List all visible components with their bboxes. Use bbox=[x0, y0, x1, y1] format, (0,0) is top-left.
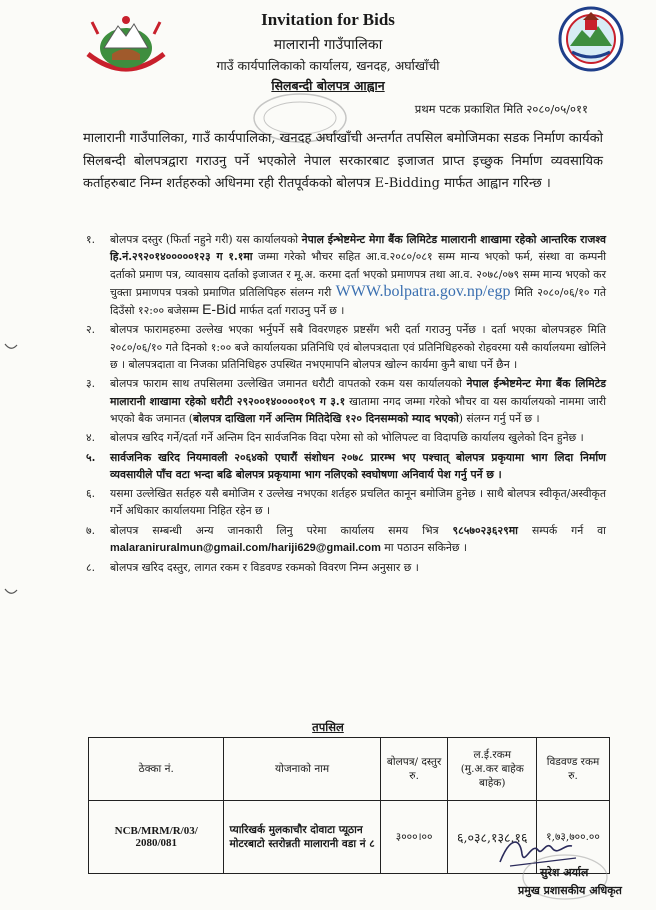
table-header-row bbox=[89, 738, 610, 801]
municipality-name: मालारानी गाउँपालिका bbox=[273, 37, 383, 53]
list-item: ७. बोलपत्र सम्बन्धी अन्य जानकारी लिनु परेमा कार्यालय समय भित्र ९८५७०२३६२९मा सम्पर्क गर्न वा malaraniruralmun@gmail.com/hariji629@gmail.com मा पठाउन सकिनेछ । bbox=[86, 523, 606, 555]
col-bid-fee: बोलपत्र/ दस्तुर रु. bbox=[380, 738, 448, 801]
list-item: ५. सार्वजनिक खरिद नियमावली २०६४को एघारौं संशोधन २०७८ प्रारम्भ भए पश्चात् बोलपत्र प्रकृयामा भाग लिदा निर्माण व्यवसायीले पाँच वटा भन्दा बढि बोलपत्र प्रकृयामा भाग नलिएको स्वघोषणा अनिवार्य पेश गर्नु पर्ने छ । bbox=[86, 450, 606, 481]
scan-edge-mark bbox=[4, 588, 18, 596]
conditions-list bbox=[86, 231, 606, 579]
publish-date: प्रथम पटक प्रकाशित मिति २०८०/०५/०११ bbox=[414, 102, 588, 116]
col-bid-bond: विडवण्ड रकम रु. bbox=[537, 738, 610, 801]
intro-paragraph: मालारानी गाउँपालिका, गाउँ कार्यपालिका, खनदह अर्घाखाँची अन्तर्गत तपसिल बमोजिमका सडक निर्माण कार्यको सिलबन्दी बोलपत्रद्वारा गराउनु पर्ने भएकोले नेपाल सरकारबाट इजाजत प्राप्त इच्छुक निर्माण व्यवसायिक कर्ताहरुबाट निम्न शर्तहरुको अधिनमा रही रीतपूर्वकको बोलपत्र E-Bidding मार्फत आह्वान गरिन्छ । bbox=[83, 131, 603, 191]
list-item: ३. बोलपत्र फाराम साथ तपसिलमा उल्लेखित जमानत धरौटी वापतको रकम यस कार्यालयको नेपाल ईन्भेष्टमेन्ट मेगा बैंक लिमिटेड मालारानी शाखामा रहेको धरौटी २९२००१४००००१०९ ग ३.१ खातामा नगद जम्मा गरेको भौचर वा यस कार्यालयको नाममा जारी भएको बैक जमानत (बोलपत्र दाखिला गर्ने अन्तिम मितिदेखि १२० दिनसम्मको म्याद भएको) संलग्न गर्नु पर्ने छ । bbox=[86, 377, 607, 425]
project-name-cell: प्यारिखर्क मुलकाचौर दोवाटा प्यूठान मोटरबाटो स्तरोन्नती मालारानी वडा नं ८ bbox=[224, 801, 380, 874]
notice-heading: सिलबन्दी बोलपत्र आह्वान bbox=[271, 78, 385, 93]
list-item: ६. यसमा उल्लेखित सर्तहरु यसै बमोजिम र उल्लेख नभएका शर्तहरु प्रचलित कानून बमोजिम हुनेछ । साथै बोलपत्र स्वीकृत/अस्वीकृत गर्ने अधिकार कार्यालयमा निहित रहेन छ । bbox=[86, 487, 606, 518]
bolpatra-link[interactable]: WWW.bolpatra.gov.np/egp bbox=[335, 282, 511, 300]
col-estimate: ल.ई.रकम (मु.अ.कर बाहेक बाहेक) bbox=[448, 738, 537, 801]
bid-bond-cell: १,७३,७००.०० bbox=[537, 801, 610, 874]
list-item: २. बोलपत्र फारामहरुमा उल्लेख भएका भर्नुपर्ने सबै विवरणहरु प्रष्टसँग भरी दर्ता गराउनु पर्नेछ । दर्ता भएका बोलपत्रहरु मिति २०८०/०६/१० गते दिनको १:०० बजे कार्यालयका प्रतिनिधि एवं बोलपत्रदाता एवं प्रतिनिधिहरुको रोहवरमा यसै कार्यालयमा खोलिने छ । बोलपत्रदाता वा निजका प्रतिनिधिहरु उपस्थित नभएमापनि बोलपत्र खोल्न कार्यमा कुनै बाधा पर्ने छैन । bbox=[86, 323, 606, 372]
col-project-name: योजनाको नाम bbox=[224, 738, 380, 801]
list-item: १. बोलपत्र दस्तुर (फिर्ता नहुने गरी) यस कार्यालयको नेपाल ईन्भेष्टमेन्ट मेगा बैंक लिमिटेड मालारानी शाखामा रहेको आन्तरिक राजश्व हि.नं.२९२०१४०००००१२३ ग १.१मा जम्मा गरेको भौचर सहित आ.व.२०८०/०८१ सम्म मान्य भएको फर्म, संस्था वा कम्पनी दर्ताको प्रमाण पत्र, व्यावसाय दर्ताको इजाजत र मू.अ. करमा दर्ता भएको प्रमाणपत्र तथा आ.व. २०७८/०७९ सम्म मान्य भएको कर चुक्ता प्रमाणपत्र पत्रको प्रमाणित प्रतिलिपिहरु संलग्न गरी WWW.bolpatra.gov.np/egp मिति २०८०/०६/१० गते दिउँसो १२:०० बजेसम्म E-Bid मार्फत दर्ता गराउनु पर्ने छ । bbox=[86, 233, 606, 318]
col-contract-no: ठेक्का नं. bbox=[89, 738, 224, 801]
office-address: गाउँ कार्यपालिकाको कार्यालय, खनदह, अर्घाखाँची bbox=[216, 58, 440, 73]
table-caption: तपसिल bbox=[312, 720, 344, 734]
document-title: Invitation for Bids bbox=[261, 10, 395, 29]
scan-edge-mark bbox=[4, 343, 18, 351]
signatory-name: सुरेश अर्याल bbox=[540, 866, 589, 879]
signatory-title: प्रमुख प्रशासकीय अधिकृत bbox=[518, 884, 622, 897]
bid-fee-cell: ३०००।०० bbox=[380, 801, 448, 874]
estimate-cell: ६,०३८,१३८.१६ bbox=[448, 801, 537, 874]
list-item: ४. बोलपत्र खरिद गर्ने/दर्ता गर्ने अन्तिम दिन सार्वजनिक विदा परेमा सो को भोलिपल्ट वा विदापछि कार्यालय खुलेको दिन हुनेछ । bbox=[86, 431, 584, 445]
list-item: ८. बोलपत्र खरिद दस्तुर, लागत रकम र विडवण्ड रकमको विवरण निम्न अनुसार छ । bbox=[86, 561, 419, 575]
contact-email-link[interactable]: malaraniruralmun@gmail.com/hariji629@gmail.com bbox=[110, 542, 381, 555]
contract-no-cell: NCB/MRM/R/03/ 2080/081 bbox=[89, 801, 224, 874]
